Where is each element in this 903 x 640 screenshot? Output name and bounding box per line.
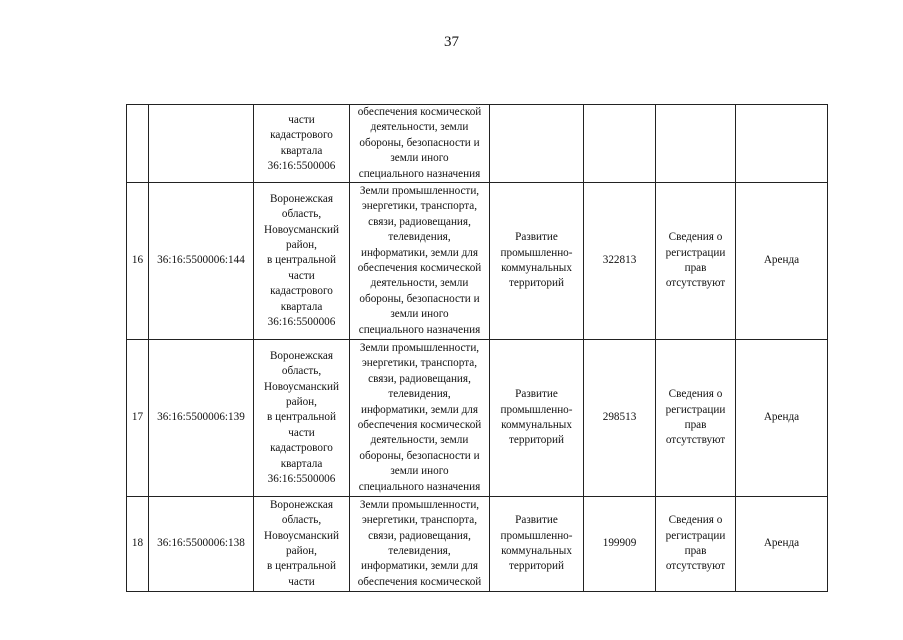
land-category-line: обеспечения космической — [357, 106, 482, 118]
row-number: 17 — [127, 340, 149, 497]
permitted-use — [490, 340, 584, 497]
permitted-use-line: территорий — [509, 560, 564, 573]
permitted-use-line: Развитие — [515, 514, 558, 527]
permitted-use-line: промышленно- — [500, 246, 573, 259]
land-category — [350, 497, 490, 592]
rights-registration — [656, 497, 736, 592]
land-category-line: связи, радиовещания, — [368, 372, 471, 385]
cadastral-number: 36:16:5500006:139 — [149, 340, 254, 497]
row-number — [127, 105, 149, 183]
rights-registration-line: Сведения о — [668, 231, 723, 244]
land-category-line: информатики, земли для — [360, 246, 479, 259]
right-type: Аренда — [736, 340, 828, 497]
location-address-line: Воронежская — [269, 349, 334, 362]
permitted-use-line: Развитие — [515, 231, 558, 244]
land-category-line: Земли промышленности, — [359, 185, 480, 197]
land-category-line: специального назначения — [358, 323, 481, 336]
row-number: 18 — [127, 497, 149, 592]
location-address-line: область, — [281, 365, 322, 378]
land-category-line: связи, радиовещания, — [368, 215, 471, 228]
cadastral-number: 36:16:5500006:138 — [149, 497, 254, 592]
land-category-line: энергетики, транспорта, — [362, 357, 477, 370]
land-plots-table — [126, 104, 828, 592]
location-address-line: Новоусманский — [264, 529, 339, 542]
location-address-line: квартала — [280, 457, 323, 470]
permitted-use-line: Развитие — [515, 388, 558, 401]
rights-registration-line: регистрации — [665, 529, 726, 542]
cadastral-number: 36:16:5500006:144 — [149, 183, 254, 340]
cadastral-number — [149, 105, 254, 183]
table-row — [127, 105, 828, 183]
land-category-line: обороны, безопасности и — [359, 292, 480, 305]
table-body — [127, 105, 828, 592]
land-category-line: обороны, безопасности и — [359, 136, 480, 149]
permitted-use-line: коммунальных — [501, 262, 572, 275]
land-category-line: специального назначения — [358, 167, 481, 180]
table-row — [127, 497, 828, 592]
land-category-line: обеспечения космической — [357, 575, 482, 588]
location-address-line: Новоусманский — [264, 223, 339, 236]
rights-registration — [656, 105, 736, 183]
location-address — [254, 497, 350, 592]
page-number: 37 — [444, 34, 459, 50]
land-category-line: информатики, земли для — [360, 560, 479, 573]
land-category — [350, 105, 490, 183]
rights-registration-line: отсутствуют — [665, 434, 726, 447]
rights-registration-line: прав — [684, 419, 707, 432]
land-category-line: деятельности, земли — [370, 277, 469, 290]
location-address-line: квартала — [280, 144, 323, 157]
permitted-use-line: коммунальных — [501, 545, 572, 558]
location-address-line: в центральной — [267, 411, 336, 424]
permitted-use-line: промышленно- — [500, 529, 573, 542]
location-address-line: в центральной — [267, 560, 336, 573]
location-address — [254, 183, 350, 340]
location-address-line: части — [288, 426, 315, 439]
location-address-line: Воронежская — [269, 192, 334, 205]
location-address-line: кадастрового — [270, 285, 333, 298]
rights-registration-line: прав — [684, 545, 707, 558]
location-address-line: Новоусманский — [264, 380, 339, 393]
right-type: Аренда — [736, 183, 828, 340]
permitted-use — [490, 105, 584, 183]
permitted-use-line: территорий — [509, 277, 564, 290]
land-category-line: земли иного — [390, 308, 449, 321]
right-type: Аренда — [736, 497, 828, 592]
land-category-line: энергетики, транспорта, — [362, 514, 477, 527]
permitted-use-line: коммунальных — [501, 419, 572, 432]
land-category-line: специального назначения — [358, 480, 481, 493]
location-address-line: части — [288, 575, 315, 588]
area-sqm: 199909 — [584, 497, 656, 592]
location-address-line: область, — [281, 514, 322, 527]
table-row — [127, 340, 828, 497]
land-category-line: Земли промышленности, — [359, 498, 480, 511]
land-category-line: информатики, земли для — [360, 403, 479, 416]
rights-registration-line: отсутствуют — [665, 560, 726, 573]
rights-registration-line: Сведения о — [668, 388, 723, 401]
land-category — [350, 183, 490, 340]
location-address-line: кадастрового — [270, 442, 333, 455]
land-category-line: телевидения, — [388, 231, 451, 244]
area-sqm — [584, 105, 656, 183]
location-address-line: кадастрового — [270, 129, 333, 142]
rights-registration-line: регистрации — [665, 403, 726, 416]
row-number: 16 — [127, 183, 149, 340]
land-category-line: связи, радиовещания, — [368, 529, 471, 542]
permitted-use — [490, 497, 584, 592]
location-address-line: квартала — [280, 300, 323, 313]
land-category-line: деятельности, земли — [370, 121, 469, 134]
permitted-use-line: промышленно- — [500, 403, 573, 416]
land-category — [350, 340, 490, 497]
location-address-line: область, — [281, 208, 322, 221]
location-address-line: 36:16:5500006 — [267, 472, 336, 485]
location-address-line: Воронежская — [269, 498, 334, 511]
area-sqm: 298513 — [584, 340, 656, 497]
location-address-line: район, — [286, 545, 317, 558]
rights-registration-line: Сведения о — [668, 514, 723, 527]
rights-registration-line: прав — [684, 262, 707, 275]
rights-registration-line: регистрации — [665, 246, 726, 259]
land-category-line: обеспечения космической — [357, 262, 482, 275]
land-category-line: телевидения, — [388, 388, 451, 401]
rights-registration-line: отсутствуют — [665, 277, 726, 290]
land-category-line: обороны, безопасности и — [359, 449, 480, 462]
location-address-line: части — [288, 113, 315, 126]
rights-registration — [656, 340, 736, 497]
location-address-line: район, — [286, 395, 317, 408]
table-row — [127, 183, 828, 340]
land-category-line: деятельности, земли — [370, 434, 469, 447]
area-sqm: 322813 — [584, 183, 656, 340]
location-address — [254, 105, 350, 183]
permitted-use — [490, 183, 584, 340]
location-address-line: 36:16:5500006 — [267, 315, 336, 328]
land-category-line: телевидения, — [388, 545, 451, 558]
right-type — [736, 105, 828, 183]
location-address-line: части — [288, 269, 315, 282]
land-category-line: Земли промышленности, — [359, 342, 480, 354]
location-address-line: 36:16:5500006 — [267, 159, 336, 172]
land-category-line: энергетики, транспорта, — [362, 200, 477, 213]
land-category-line: обеспечения космической — [357, 419, 482, 432]
rights-registration — [656, 183, 736, 340]
permitted-use-line: территорий — [509, 434, 564, 447]
land-category-line: земли иного — [390, 152, 449, 165]
location-address — [254, 340, 350, 497]
location-address-line: в центральной — [267, 254, 336, 267]
land-category-line: земли иного — [390, 465, 449, 478]
location-address-line: район, — [286, 238, 317, 251]
